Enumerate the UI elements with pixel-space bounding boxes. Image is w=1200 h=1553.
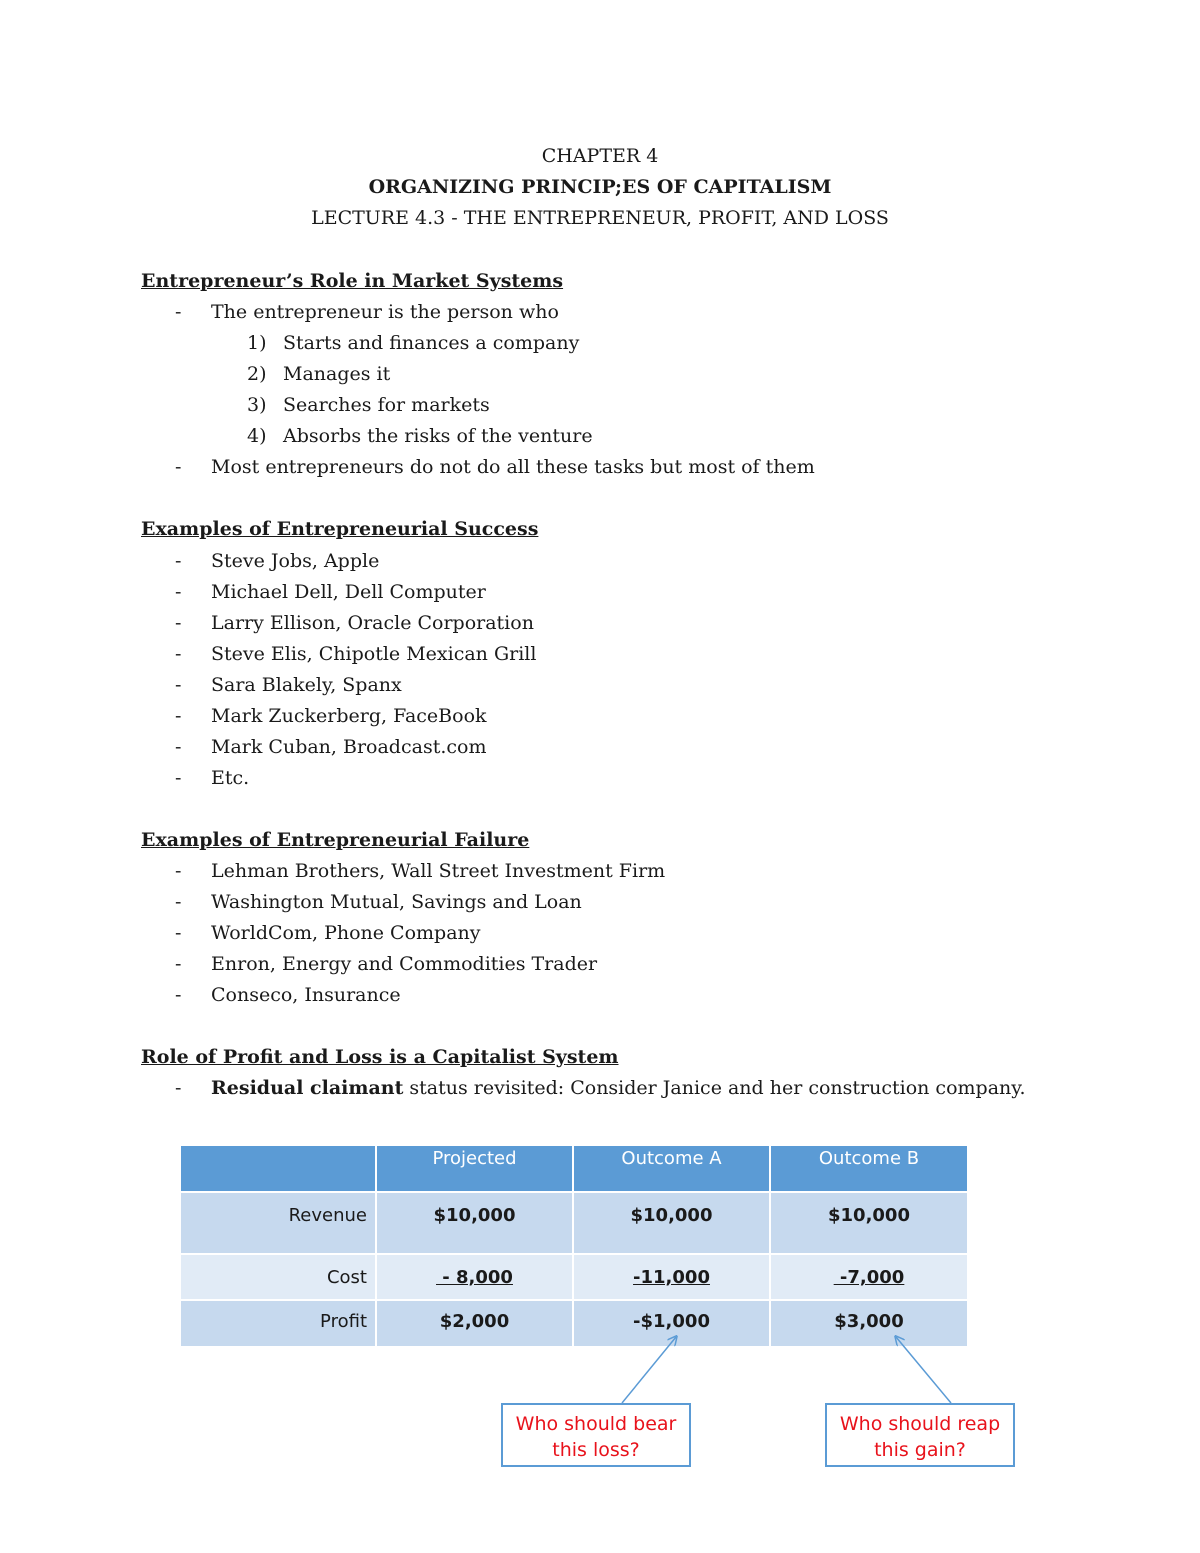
header-cell-projected bbox=[377, 1146, 572, 1191]
bullet-dash: - bbox=[175, 612, 182, 634]
bullet-text: Mark Zuckerberg, FaceBook bbox=[211, 705, 487, 727]
bullet-dash: - bbox=[175, 891, 182, 913]
table-header-row bbox=[181, 1146, 967, 1191]
bullet-dash: - bbox=[175, 953, 182, 975]
bullet-dash: - bbox=[175, 860, 182, 882]
row-label: Revenue bbox=[288, 1205, 367, 1226]
chapter-title: ORGANIZING PRINCIP;ES OF CAPITALISM bbox=[368, 176, 832, 198]
table-row-revenue bbox=[181, 1193, 967, 1253]
bullet-text: Larry Ellison, Oracle Corporation bbox=[211, 612, 534, 634]
bullet-dash: - bbox=[175, 922, 182, 944]
lecture-title: LECTURE 4.3 - THE ENTREPRENEUR, PROFIT, AND LOSS bbox=[311, 207, 889, 229]
cell-value: $2,000 bbox=[439, 1311, 510, 1332]
bullet-text bbox=[211, 1076, 1026, 1100]
cell-value: $10,000 bbox=[433, 1205, 516, 1226]
bullet-dash: - bbox=[175, 674, 182, 696]
bullet-text: Mark Cuban, Broadcast.com bbox=[211, 736, 487, 758]
bullet-text: Steve Elis, Chipotle Mexican Grill bbox=[211, 643, 537, 665]
bullet-dash: - bbox=[175, 1077, 182, 1099]
row-label-cell bbox=[181, 1301, 375, 1346]
callout-loss-line1: Who should bear bbox=[515, 1413, 677, 1435]
bullet-dash: - bbox=[175, 550, 182, 572]
row-label: Profit bbox=[320, 1311, 367, 1332]
value-cell bbox=[574, 1255, 769, 1299]
item-number: 4) bbox=[247, 425, 267, 447]
row-label: Cost bbox=[326, 1267, 367, 1288]
bullet-dash: - bbox=[175, 705, 182, 727]
bullet-text: Most entrepreneurs do not do all these tasks but most of them bbox=[211, 456, 815, 478]
bullet-dash: - bbox=[175, 736, 182, 758]
arrow-to-outcome-b bbox=[896, 1337, 951, 1403]
value-cell bbox=[377, 1301, 572, 1346]
callout-gain bbox=[825, 1403, 1015, 1467]
item-text: Searches for markets bbox=[283, 394, 490, 416]
bullet-text: Etc. bbox=[211, 767, 250, 789]
value-cell bbox=[771, 1301, 967, 1346]
bullet-dash: - bbox=[175, 643, 182, 665]
section-heading-failure: Examples of Entrepreneurial Failure bbox=[141, 829, 530, 851]
bullet-rest-text: status revisited: Consider Janice and her construction company. bbox=[403, 1077, 1026, 1099]
item-text: Starts and finances a company bbox=[283, 332, 580, 354]
item-text: Manages it bbox=[283, 363, 391, 385]
header-text: Outcome B bbox=[818, 1148, 920, 1169]
item-number: 3) bbox=[247, 394, 267, 416]
chapter-label: CHAPTER 4 bbox=[541, 145, 659, 167]
section-heading-success: Examples of Entrepreneurial Success bbox=[141, 518, 539, 540]
value-cell bbox=[377, 1255, 572, 1299]
bullet-text: Michael Dell, Dell Computer bbox=[211, 581, 486, 603]
cell-value: $10,000 bbox=[630, 1205, 713, 1226]
cell-value: $10,000 bbox=[828, 1205, 910, 1226]
bullet-text: Washington Mutual, Savings and Loan bbox=[211, 891, 582, 913]
value-cell bbox=[377, 1193, 572, 1253]
callout-loss-line2: this loss? bbox=[552, 1439, 640, 1461]
section-heading-role: Entrepreneur’s Role in Market Systems bbox=[141, 270, 564, 292]
bullet-text: WorldCom, Phone Company bbox=[211, 922, 481, 944]
section-heading-profit-loss: Role of Profit and Loss is a Capitalist System bbox=[141, 1046, 619, 1068]
bullet-text: The entrepreneur is the person who bbox=[211, 301, 559, 323]
bullet-dash: - bbox=[175, 984, 182, 1006]
cell-value: -7,000 bbox=[833, 1267, 905, 1288]
bullet-dash: - bbox=[175, 767, 182, 789]
callout-loss bbox=[501, 1403, 691, 1467]
cell-value: -11,000 bbox=[633, 1267, 710, 1288]
table-row-profit bbox=[181, 1301, 967, 1346]
value-cell bbox=[574, 1193, 769, 1253]
row-label-cell bbox=[181, 1255, 375, 1299]
bullet-dash: - bbox=[175, 581, 182, 603]
arrow-to-outcome-a bbox=[622, 1337, 676, 1403]
callout-gain-line1: Who should reap bbox=[839, 1413, 1001, 1435]
bullet-text: Steve Jobs, Apple bbox=[211, 550, 380, 572]
bullet-text: Sara Blakely, Spanx bbox=[211, 674, 402, 696]
cell-value: - 8,000 bbox=[436, 1267, 513, 1288]
item-text: Absorbs the risks of the venture bbox=[283, 425, 593, 447]
profit-table bbox=[181, 1146, 967, 1346]
callout-gain-line2: this gain? bbox=[874, 1439, 966, 1461]
value-cell bbox=[771, 1193, 967, 1253]
cell-value: -$1,000 bbox=[633, 1311, 710, 1332]
row-label-cell bbox=[181, 1193, 375, 1253]
residual-claimant-term: Residual claimant bbox=[211, 1077, 404, 1099]
header-cell-empty bbox=[181, 1146, 375, 1191]
header-cell-outcome-a bbox=[574, 1146, 769, 1191]
value-cell bbox=[771, 1255, 967, 1299]
header-text: Outcome A bbox=[621, 1148, 722, 1169]
bullet-text: Enron, Energy and Commodities Trader bbox=[211, 953, 598, 975]
item-number: 2) bbox=[247, 363, 267, 385]
table-row-cost bbox=[181, 1255, 967, 1299]
bullet-text: Lehman Brothers, Wall Street Investment Firm bbox=[211, 860, 666, 882]
item-number: 1) bbox=[247, 332, 267, 354]
bullet-dash: - bbox=[175, 456, 182, 478]
value-cell bbox=[574, 1301, 769, 1346]
header-text: Projected bbox=[432, 1148, 517, 1169]
bullet-dash: - bbox=[175, 301, 182, 323]
header-cell-outcome-b bbox=[771, 1146, 967, 1191]
bullet-text: Conseco, Insurance bbox=[211, 984, 401, 1006]
cell-value: $3,000 bbox=[834, 1311, 904, 1332]
